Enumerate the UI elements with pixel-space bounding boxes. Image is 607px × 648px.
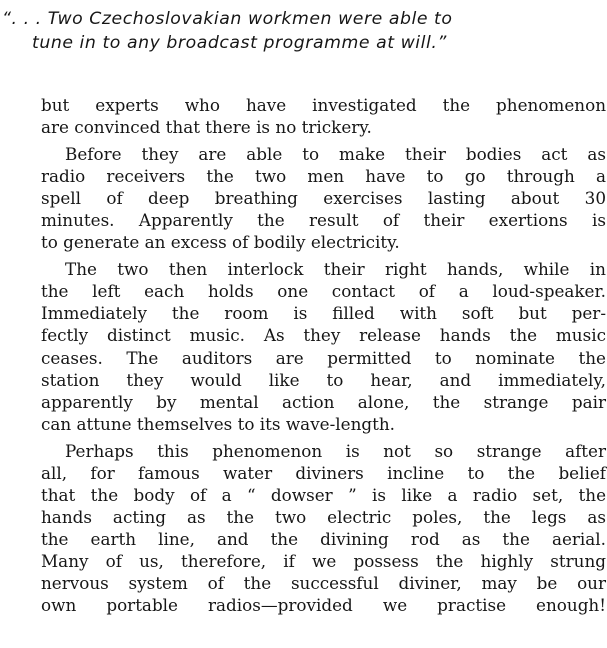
text-line: Immediately the room is filled with soft but per- [41, 303, 606, 324]
text-line: Before they are able to make their bodies act as [65, 144, 606, 165]
paragraph-diviners [41, 440, 606, 616]
paragraph-continuation [41, 94, 606, 138]
text-line: apparently by mental action alone, the strange pair [41, 391, 606, 412]
text-line: Perhaps this phenomenon is not so strange after [65, 440, 606, 461]
text-line: station they would like to hear, and immediately, [41, 369, 606, 390]
text-line: the left each holds one contact of a loud-speaker. [41, 281, 606, 302]
text-line: to generate an excess of bodily electricity. [41, 232, 400, 253]
article-body [41, 94, 606, 621]
text-line: are convinced that there is no trickery. [41, 117, 372, 138]
text-line: fectly distinct music. As they release hands the music [41, 325, 606, 346]
text-line: ceases. The auditors are permitted to nominate the [41, 347, 606, 368]
text-line: nervous system of the successful diviner, may be our [41, 572, 606, 593]
text-line: The two then interlock their right hands, while in [65, 259, 606, 280]
text-line: Many of us, therefore, if we possess the highly strung [41, 550, 606, 571]
text-line: the earth line, and the divining rod as the aerial. [41, 528, 606, 549]
text-line: that the body of a “ dowser ” is like a radio set, the [41, 484, 606, 505]
paragraph-breathing [41, 143, 606, 253]
pull-quote-line: tune in to any broadcast programme at will.” [32, 33, 447, 53]
paragraph-hands [41, 258, 606, 434]
text-line: but experts who have investigated the phenomenon [41, 95, 606, 115]
pull-quote-line: “. . . Two Czechoslovakian workmen were able to [2, 9, 453, 29]
text-line: can attune themselves to its wave-length. [41, 413, 396, 434]
text-line: minutes. Apparently the result of their exertions is [41, 210, 606, 231]
text-line: radio receivers the two men have to go through a [41, 166, 606, 187]
text-line: own portable radios—provided we practise enough! [41, 595, 606, 616]
text-line: all, for famous water diviners incline to the belief [41, 462, 606, 483]
text-line: spell of deep breathing exercises lasting about 30 [41, 188, 606, 209]
text-line: hands acting as the two electric poles, the legs as [41, 506, 606, 527]
pull-quote [2, 7, 602, 55]
